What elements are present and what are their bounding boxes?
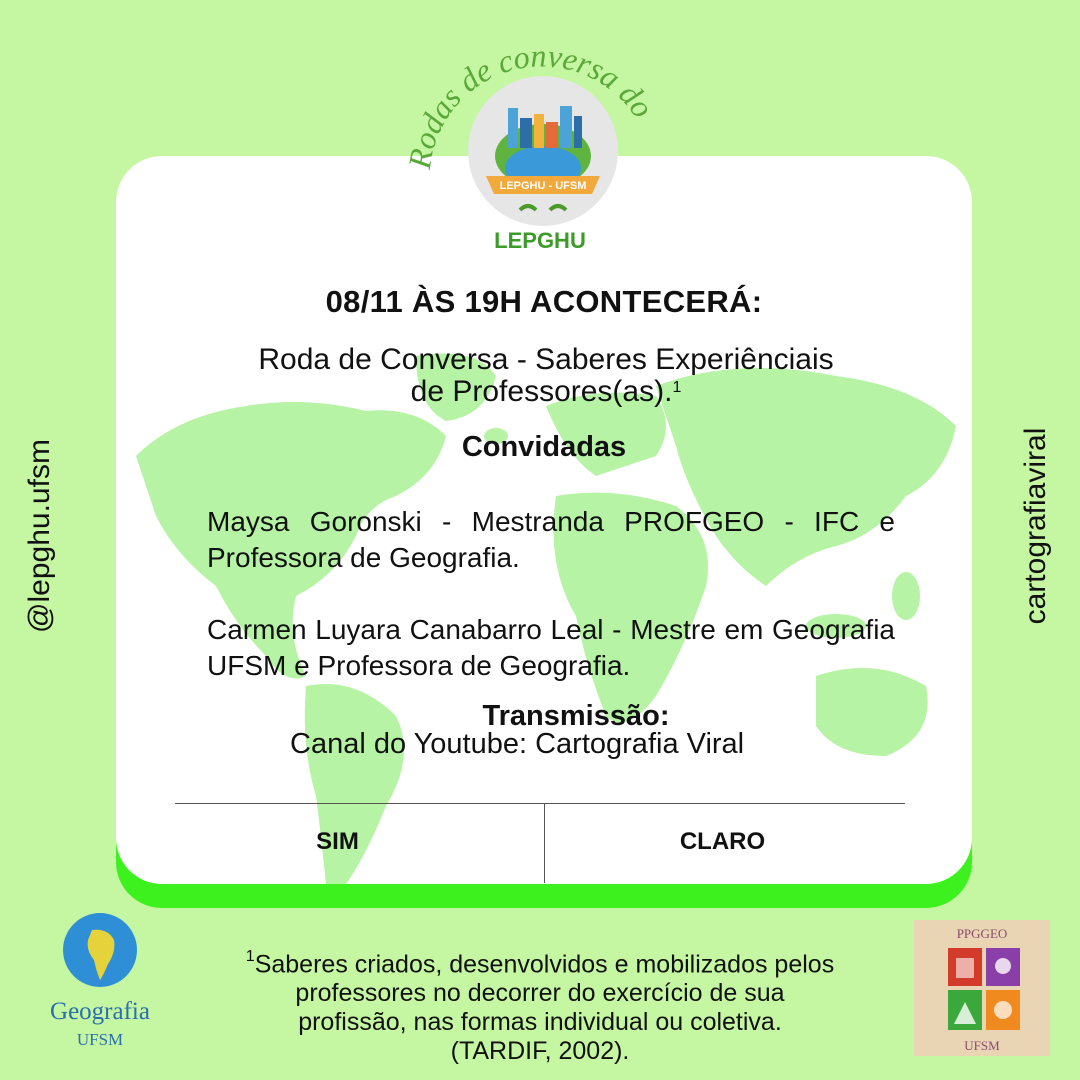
footnote-marker: 1 [245, 948, 255, 965]
footnote-line4: (TARDIF, 2002). [450, 1037, 630, 1066]
stream-channel: Canal do Youtube: Cartografia Viral [290, 728, 745, 760]
options-divider-vertical [544, 803, 545, 883]
stream-title: Transmissão: [482, 700, 670, 732]
options-divider-horizontal [175, 803, 905, 804]
ppggeo-emblem-icon [946, 946, 1022, 1032]
lepghu-logo [400, 20, 680, 260]
event-title-line1: Roda de Conversa - Saberes Experiênciais [258, 343, 834, 376]
option-yes: SIM [316, 828, 359, 855]
event-title [196, 344, 896, 408]
geografia-logo-name: Geografia [50, 998, 150, 1025]
ppggeo-logo-bottom: UFSM [964, 1038, 1000, 1053]
arc-text: Rodas de conversa do [400, 37, 662, 172]
footnote [180, 944, 900, 1066]
event-title-line2: de Professores(as). [410, 375, 673, 408]
instagram-handle-left: @lepghu.ufsm [23, 439, 56, 633]
globe-icon [62, 912, 138, 988]
footnote-line3: profissão, nas formas individual ou coletiva. [298, 1008, 782, 1037]
guest-item: Maysa Goronski - Mestranda PROFGEO - IFC e Professora de Geografia. [207, 506, 895, 573]
instagram-handle-right: cartografiaviral [1019, 427, 1052, 625]
logo-circle [468, 76, 618, 226]
ppggeo-logo-top: PPGGEO [956, 926, 1008, 941]
geografia-ufsm-logo [40, 912, 160, 1062]
geografia-logo-sub: UFSM [76, 1030, 124, 1049]
option-no: CLARO [679, 828, 766, 855]
city-globe-icon [468, 76, 618, 226]
footnote-line2: professores no decorrer do exercício de sua [295, 979, 785, 1008]
ppggeo-logo [914, 920, 1050, 1056]
footnote-line1: Saberes criados, desenvolvidos e mobilizados pelos [254, 950, 835, 979]
guests-title: Convidadas [461, 431, 627, 463]
event-datetime-headline: 08/11 ÀS 19H ACONTECERÁ: [325, 284, 763, 319]
logo-banner-text: LEPGHU - UFSM [499, 180, 587, 192]
logo-name: LEPGHU [494, 228, 586, 253]
guest-item: Carmen Luyara Canabarro Leal - Mestre em Geografia UFSM e Professora de Geografia. [207, 614, 895, 681]
footnote-ref: 1 [672, 379, 682, 396]
